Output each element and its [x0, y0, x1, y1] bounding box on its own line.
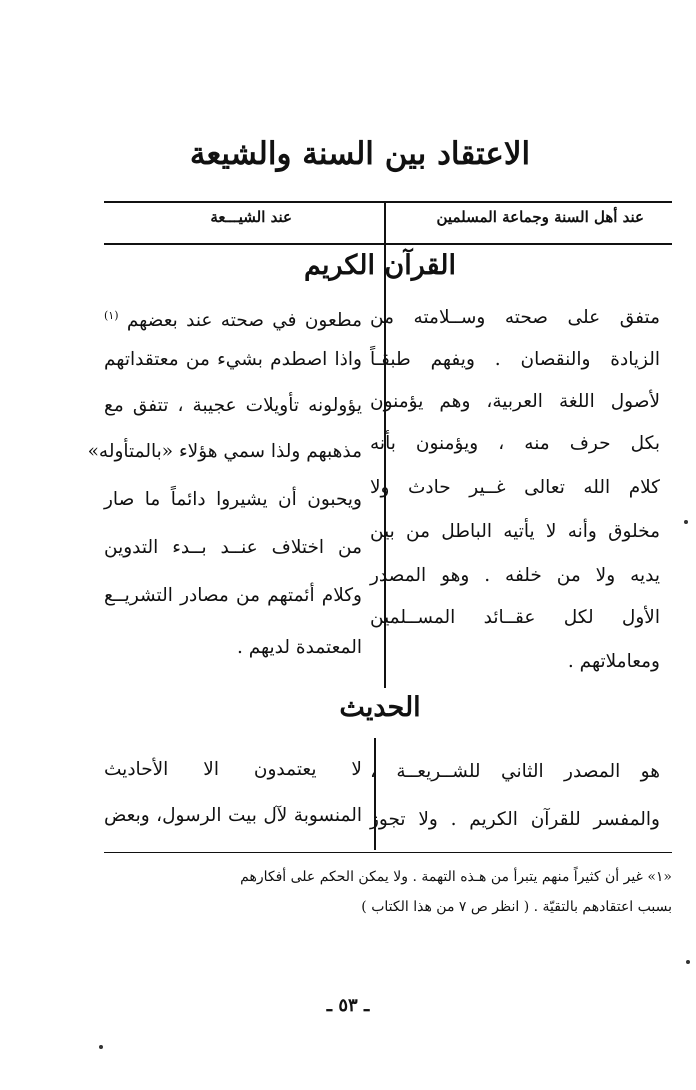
- right-line-1: متفق على صحته وســلامته من: [370, 307, 660, 328]
- left-line-3: يؤولونه تأويلات عجيبة ، تتفق مع: [104, 395, 362, 416]
- page-title: الاعتقاد بين السنة والشيعة: [189, 136, 531, 172]
- left-line-1-text: مطعون في صحته عند بعضهم: [126, 310, 362, 332]
- left-line-2: واذا اصطدم بشيء من معتقداتهم: [104, 349, 362, 370]
- left-line-6: من اختلاف عنــد بــدء التدوين: [104, 537, 362, 558]
- left-line-8: المعتمدة لديهم .: [236, 637, 362, 658]
- right-column-header: عند أهل السنة وجماعة المسلمين: [436, 208, 644, 226]
- header-bottom-rule: [104, 243, 672, 245]
- right-line-8: الأول لكل عقــائد المســلمين: [370, 607, 660, 628]
- hadith-left-line-1: لا يعتمدون الا الأحاديث: [104, 759, 362, 780]
- left-line-1: [104, 296, 362, 336]
- footnote-reference: (١): [104, 309, 119, 322]
- hadith-left-line-2: المنسوبة لآل بيت الرسول، وبعض: [104, 805, 362, 826]
- footnote-line-2: بسبب اعتقادهم بالتقيّة . ( انظر ص ٧ من هذا الكتاب ): [361, 899, 672, 915]
- left-line-5: ويحبون أن يشيروا دائماً ما صار: [104, 489, 362, 510]
- scan-speck: [686, 960, 690, 964]
- section-heading-hadith: الحديث: [339, 692, 421, 723]
- right-line-9: ومعاملاتهم .: [567, 651, 660, 672]
- right-line-6: مخلوق وأنه لا يأتيه الباطل من بين: [370, 521, 660, 542]
- left-line-7: وكلام أئمتهم من مصادر التشريــع: [104, 585, 362, 606]
- page-number: ـ ٥٣ ـ: [326, 995, 370, 1016]
- right-line-5: كلام الله تعالى غــير حادث ولا: [370, 477, 660, 498]
- left-line-4: مذهبهم ولذا سمي هؤلاء «بالمتأوله»: [87, 441, 362, 462]
- scan-speck: [99, 1045, 103, 1049]
- left-column-header: عند الشيـــعة: [210, 208, 292, 226]
- right-line-7: يديه ولا من خلفه . وهو المصدر: [370, 565, 660, 586]
- footnote-rule: [104, 852, 672, 853]
- hadith-right-line-1: هو المصدر الثاني للشــريعــة ،: [370, 761, 660, 782]
- right-line-3: لأصول اللغة العربية، وهم يؤمنون: [370, 391, 660, 412]
- header-top-rule: [104, 201, 672, 203]
- right-line-2: الزيادة والنقصان . ويفهم طبقـاً: [370, 349, 660, 370]
- section-heading-quran: القرآن الكريم: [303, 250, 457, 281]
- scan-speck: [684, 520, 688, 524]
- hadith-right-line-2: والمفسر للقرآن الكريم . ولا تجوز: [370, 809, 660, 830]
- footnote-line-1: «١» غير أن كثيراً منهم يتبرأ من هـذه التهمة . ولا يمكن الحكم على أفكارهم: [240, 869, 672, 885]
- right-line-4: بكل حرف منه ، ويؤمنون بأنه: [370, 433, 660, 454]
